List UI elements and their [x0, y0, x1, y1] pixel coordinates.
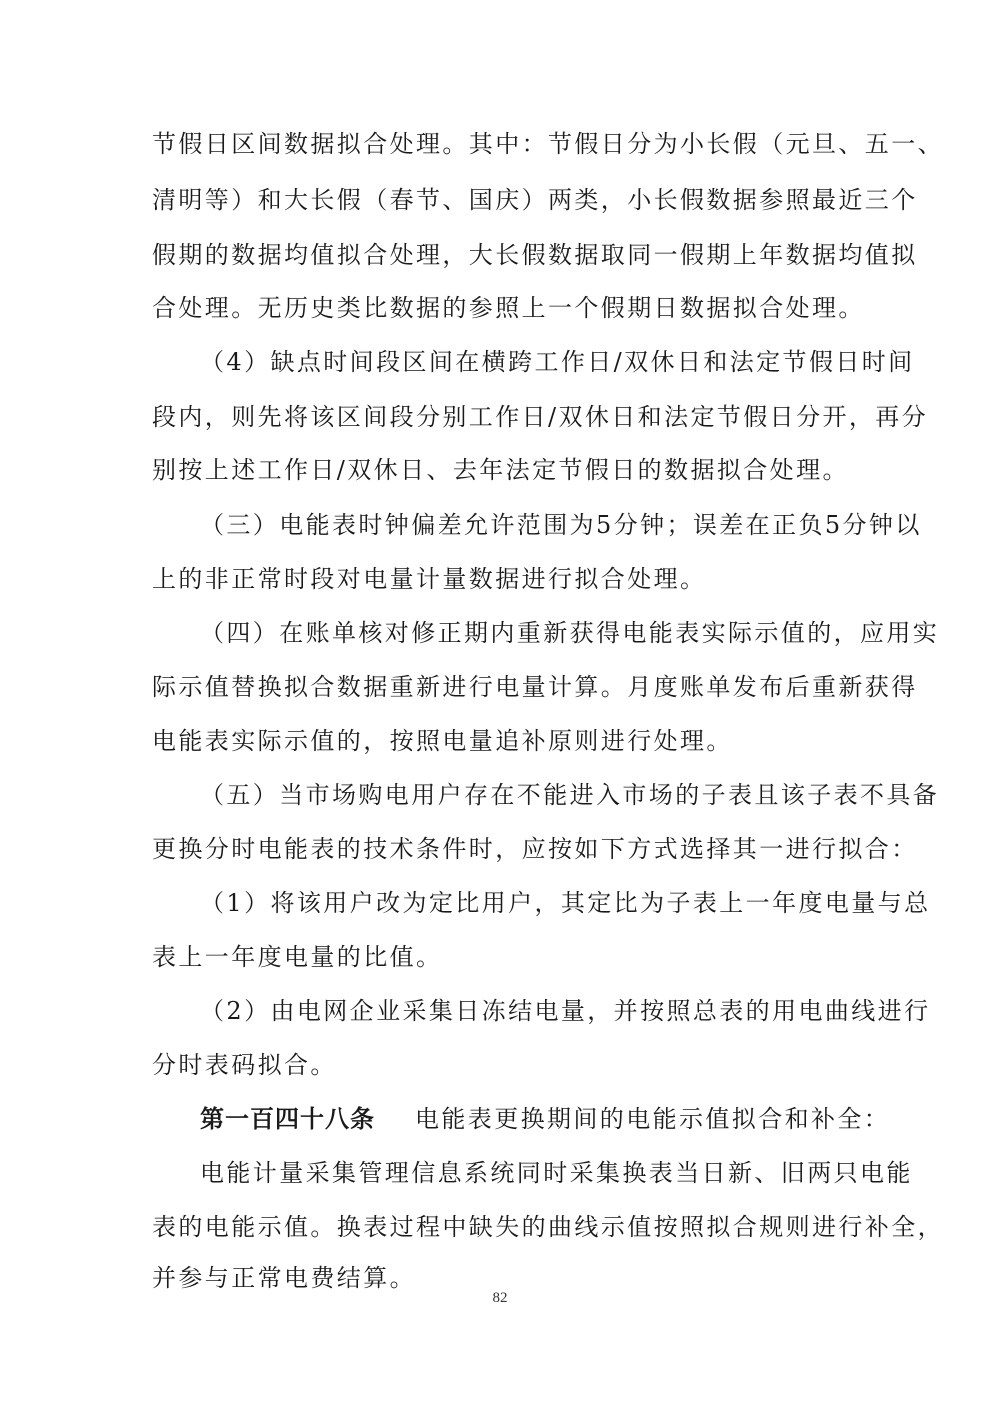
paragraph-line: 并参与正常电费结算。 [152, 1264, 416, 1292]
article-number: 第一百四十八条 [200, 1104, 375, 1133]
paragraph-line: 上的非正常时段对电量计量数据进行拟合处理。 [152, 565, 707, 593]
paragraph-line: 别按上述工作日/双休日、去年法定节假日的数据拟合处理。 [152, 456, 849, 484]
paragraph-line: 节假日区间数据拟合处理。其中：节假日分为小长假（元旦、五一、 [152, 130, 944, 158]
article-title: 电能表更换期间的电能示值拟合和补全： [415, 1105, 891, 1133]
paragraph-line: 电能表实际示值的，按照电量追补原则进行处理。 [152, 727, 733, 755]
paragraph-line: 段内，则先将该区间段分别工作日/双休日和法定节假日分开，再分 [152, 403, 929, 431]
page-number: 82 [492, 1290, 508, 1306]
paragraph-line: （2）由电网企业采集日冻结电量，并按照总表的用电曲线进行 [200, 997, 931, 1025]
paragraph-line: （五）当市场购电用户存在不能进入市场的子表且该子表不具备 [200, 781, 940, 809]
paragraph-line: 分时表码拟合。 [152, 1051, 337, 1079]
paragraph-line: 表的电能示值。换表过程中缺失的曲线示值按照拟合规则进行补全， [152, 1213, 944, 1241]
paragraph-line: 表上一年度电量的比值。 [152, 943, 443, 971]
paragraph-line: 际示值替换拟合数据重新进行电量计算。月度账单发布后重新获得 [152, 673, 918, 701]
paragraph-line: 清明等）和大长假（春节、国庆）两类，小长假数据参照最近三个 [152, 186, 918, 214]
paragraph-line: 假期的数据均值拟合处理，大长假数据取同一假期上年数据均值拟 [152, 241, 918, 269]
paragraph-line: （三）电能表时钟偏差允许范围为5分钟；误差在正负5分钟以 [200, 511, 922, 539]
paragraph-line: 电能计量采集管理信息系统同时采集换表当日新、旧两只电能 [200, 1159, 913, 1187]
paragraph-line: （四）在账单核对修正期内重新获得电能表实际示值的，应用实 [200, 619, 940, 647]
paragraph-line: （4）缺点时间段区间在横跨工作日/双休日和法定节假日时间 [200, 348, 915, 376]
article-heading [200, 1103, 891, 1135]
paragraph-line: （1）将该用户改为定比用户，其定比为子表上一年度电量与总 [200, 889, 931, 917]
paragraph-line: 合处理。无历史类比数据的参照上一个假期日数据拟合处理。 [152, 294, 865, 322]
paragraph-line: 更换分时电能表的技术条件时，应按如下方式选择其一进行拟合： [152, 835, 918, 863]
